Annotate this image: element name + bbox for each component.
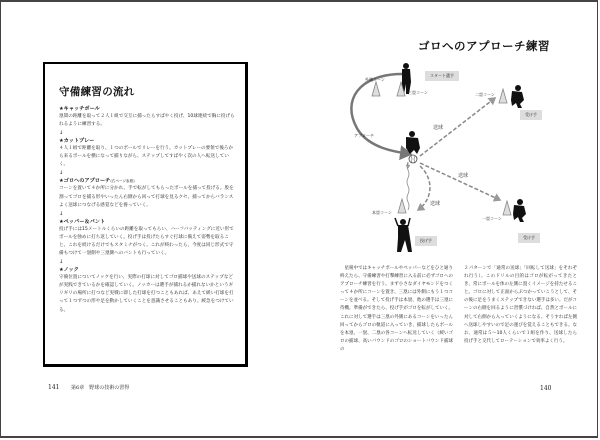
receiver-tag-second: 受け手 — [520, 110, 542, 120]
thrower-figure — [395, 218, 412, 252]
section-cut-play — [59, 137, 235, 169]
receiver-tag-first: 受け手 — [518, 233, 540, 243]
body-text-column-2: ２パターンで「通常の送球」「回転して送球」をそれぞれ行う）。このドリルの目的はゴロが転がってきたとき、常にボールを体の左側に置くイメージを持たせること。ゴロに対して正面からぶつかっていこうとして、その後に足をうまくステップできない選手は多い。だがコーンの右側を回るように習慣づければ、自然とボールに対して右側から入っていくようになる。そうすれば左側へ送球しやすいので足の運びを覚えることもできる。なお、通常は５～10人くらいで１組を作り、送球したら投げ手と交代してローテーションで効率よく行う。 — [464, 266, 577, 344]
diagram-title: ゴロへのアプローチ練習 — [418, 39, 550, 53]
throw-label-home: 送球 — [430, 201, 441, 207]
start-player-tag: スタート選手 — [425, 71, 459, 81]
down-arrow-icon: ↓ — [59, 130, 64, 137]
section-knock — [59, 266, 235, 314]
section-body: 投げ手には15メートルくらいの距離を取ってもらい、ハーフバッティングに近い形でボールを強めに打ち返していく。投げ手は投げたらすぐ打球に備えて姿勢を取ること。これを続けるだけでもスタミナがつく。これが終わったら、今度は同じ形式で守備もつけて一塁側や三塁側へのバントも行っていく。 — [59, 226, 234, 257]
third-cone-label: 三塁コーン — [408, 90, 428, 95]
ball-icon — [409, 155, 417, 163]
fielder-figure — [406, 131, 420, 154]
second-base-receiver-figure — [511, 85, 524, 108]
down-arrow-icon: ↓ — [59, 170, 64, 177]
home-cone-label: 本塁コーン — [372, 210, 392, 215]
section-pepper-bunt — [59, 218, 235, 258]
section-grounder-approach — [59, 177, 235, 209]
throw-to-home-arrow — [418, 166, 430, 210]
section-heading: ★ペッパー＆バント — [59, 218, 106, 225]
section-heading: ★キャッチボール — [59, 106, 100, 112]
right-page-number: 140 — [540, 385, 552, 392]
first-base-receiver-figure — [513, 199, 526, 222]
throw-to-first-arrow — [420, 163, 500, 200]
chapter-title: 第6章 野球の技術の習得 — [71, 385, 130, 391]
grounder-path — [407, 162, 409, 210]
second-cone-label: 二塁コーン — [475, 92, 495, 97]
practice-flow-box — [43, 62, 248, 367]
section-body: ４人１組で距離を取り、１つのボールでリレーを行う。カットプレーの要領で後ろから来るボールを横になって捕りながら、ステップしてすばやく次の人へ転送していく。 — [59, 146, 234, 168]
section-body: 塁間の距離を取って２人１組で交互に捕ったらすばやく投げ、10球連続で胸に投げられるように練習する。 — [59, 114, 235, 128]
section-body: コーンを置いて４か所に分かれ、手で転がしてもらったボールを捕って投げる。股を割ってゴロを捕る形やいったん右側から回って打球を見るクセ、捕ってからバランスよく送球につなげる感覚などを養っていく。 — [59, 186, 234, 208]
section-catch-ball — [59, 105, 235, 129]
box-title: 守備練習の流れ — [59, 86, 135, 98]
section-heading: ★ノック — [59, 267, 79, 274]
body-text-column-1: 星稜中ではキャッチボールやペッパーなどをひと通り終えたら、守備練習や打撃練習に入る前に必ずゴロへのアプローチ練習を行う。まず小さなダイヤモンドをつくって４か所にコーンを置き、三塁には外側にもう１つコーンを並べる。そして投げ手は本塁、他の選手は三塁に待機。準備ができたら、投げ手がゴロを転がしていく。これに対して選手は三塁の外側にあるコーンをいったん回ってからゴロの軌道に入っていき、捕球したらボールを本塁、一塁、二塁の各コーンへ転送していく（緩いゴロの捕球、高いバウンドのゴロのショートバウンド捕球の — [340, 266, 453, 352]
outer-cone-label: 外側コーン — [365, 77, 385, 82]
first-base-cone-icon — [503, 201, 511, 215]
diagram-graphics — [340, 60, 590, 260]
approach-label: アプローチ — [354, 133, 374, 138]
section-heading — [59, 177, 235, 185]
approach-drill-diagram — [340, 60, 590, 260]
section-heading: ★カットプレー — [59, 138, 95, 145]
page-number: 141 — [48, 384, 60, 391]
second-base-cone-icon — [499, 89, 507, 103]
thrower-tag: 投げ手 — [415, 236, 437, 246]
throw-label-first: 送球 — [458, 173, 469, 179]
section-heading-text: ★ゴロへのアプローチ — [59, 178, 111, 185]
down-arrow-icon: ↓ — [59, 259, 64, 266]
section-body: 守備位置についてノックを行い、実際の打球に対してゴロ捕球や送球のステップなどが実践できているかを確認していく。ノッカーは選手が捕れるか捕れないかというギリギリの場所に打つなど実戦に即した打球を打つこともあれば、あえて緩い打球を打って１つずつの形や足を動かしていくことを意識させることもあり、緩急をつけている。 — [59, 275, 234, 313]
home-cone-icon — [398, 199, 406, 213]
throw-to-second-arrow — [420, 98, 495, 156]
down-arrow-icon: ↓ — [59, 210, 64, 217]
throw-label-second: 送球 — [433, 125, 444, 131]
left-page-footer — [48, 384, 129, 391]
first-cone-label: 一塁コーン — [482, 216, 502, 221]
section-note: (右ページ参照) — [110, 179, 135, 184]
outer-cone-icon — [372, 82, 380, 96]
